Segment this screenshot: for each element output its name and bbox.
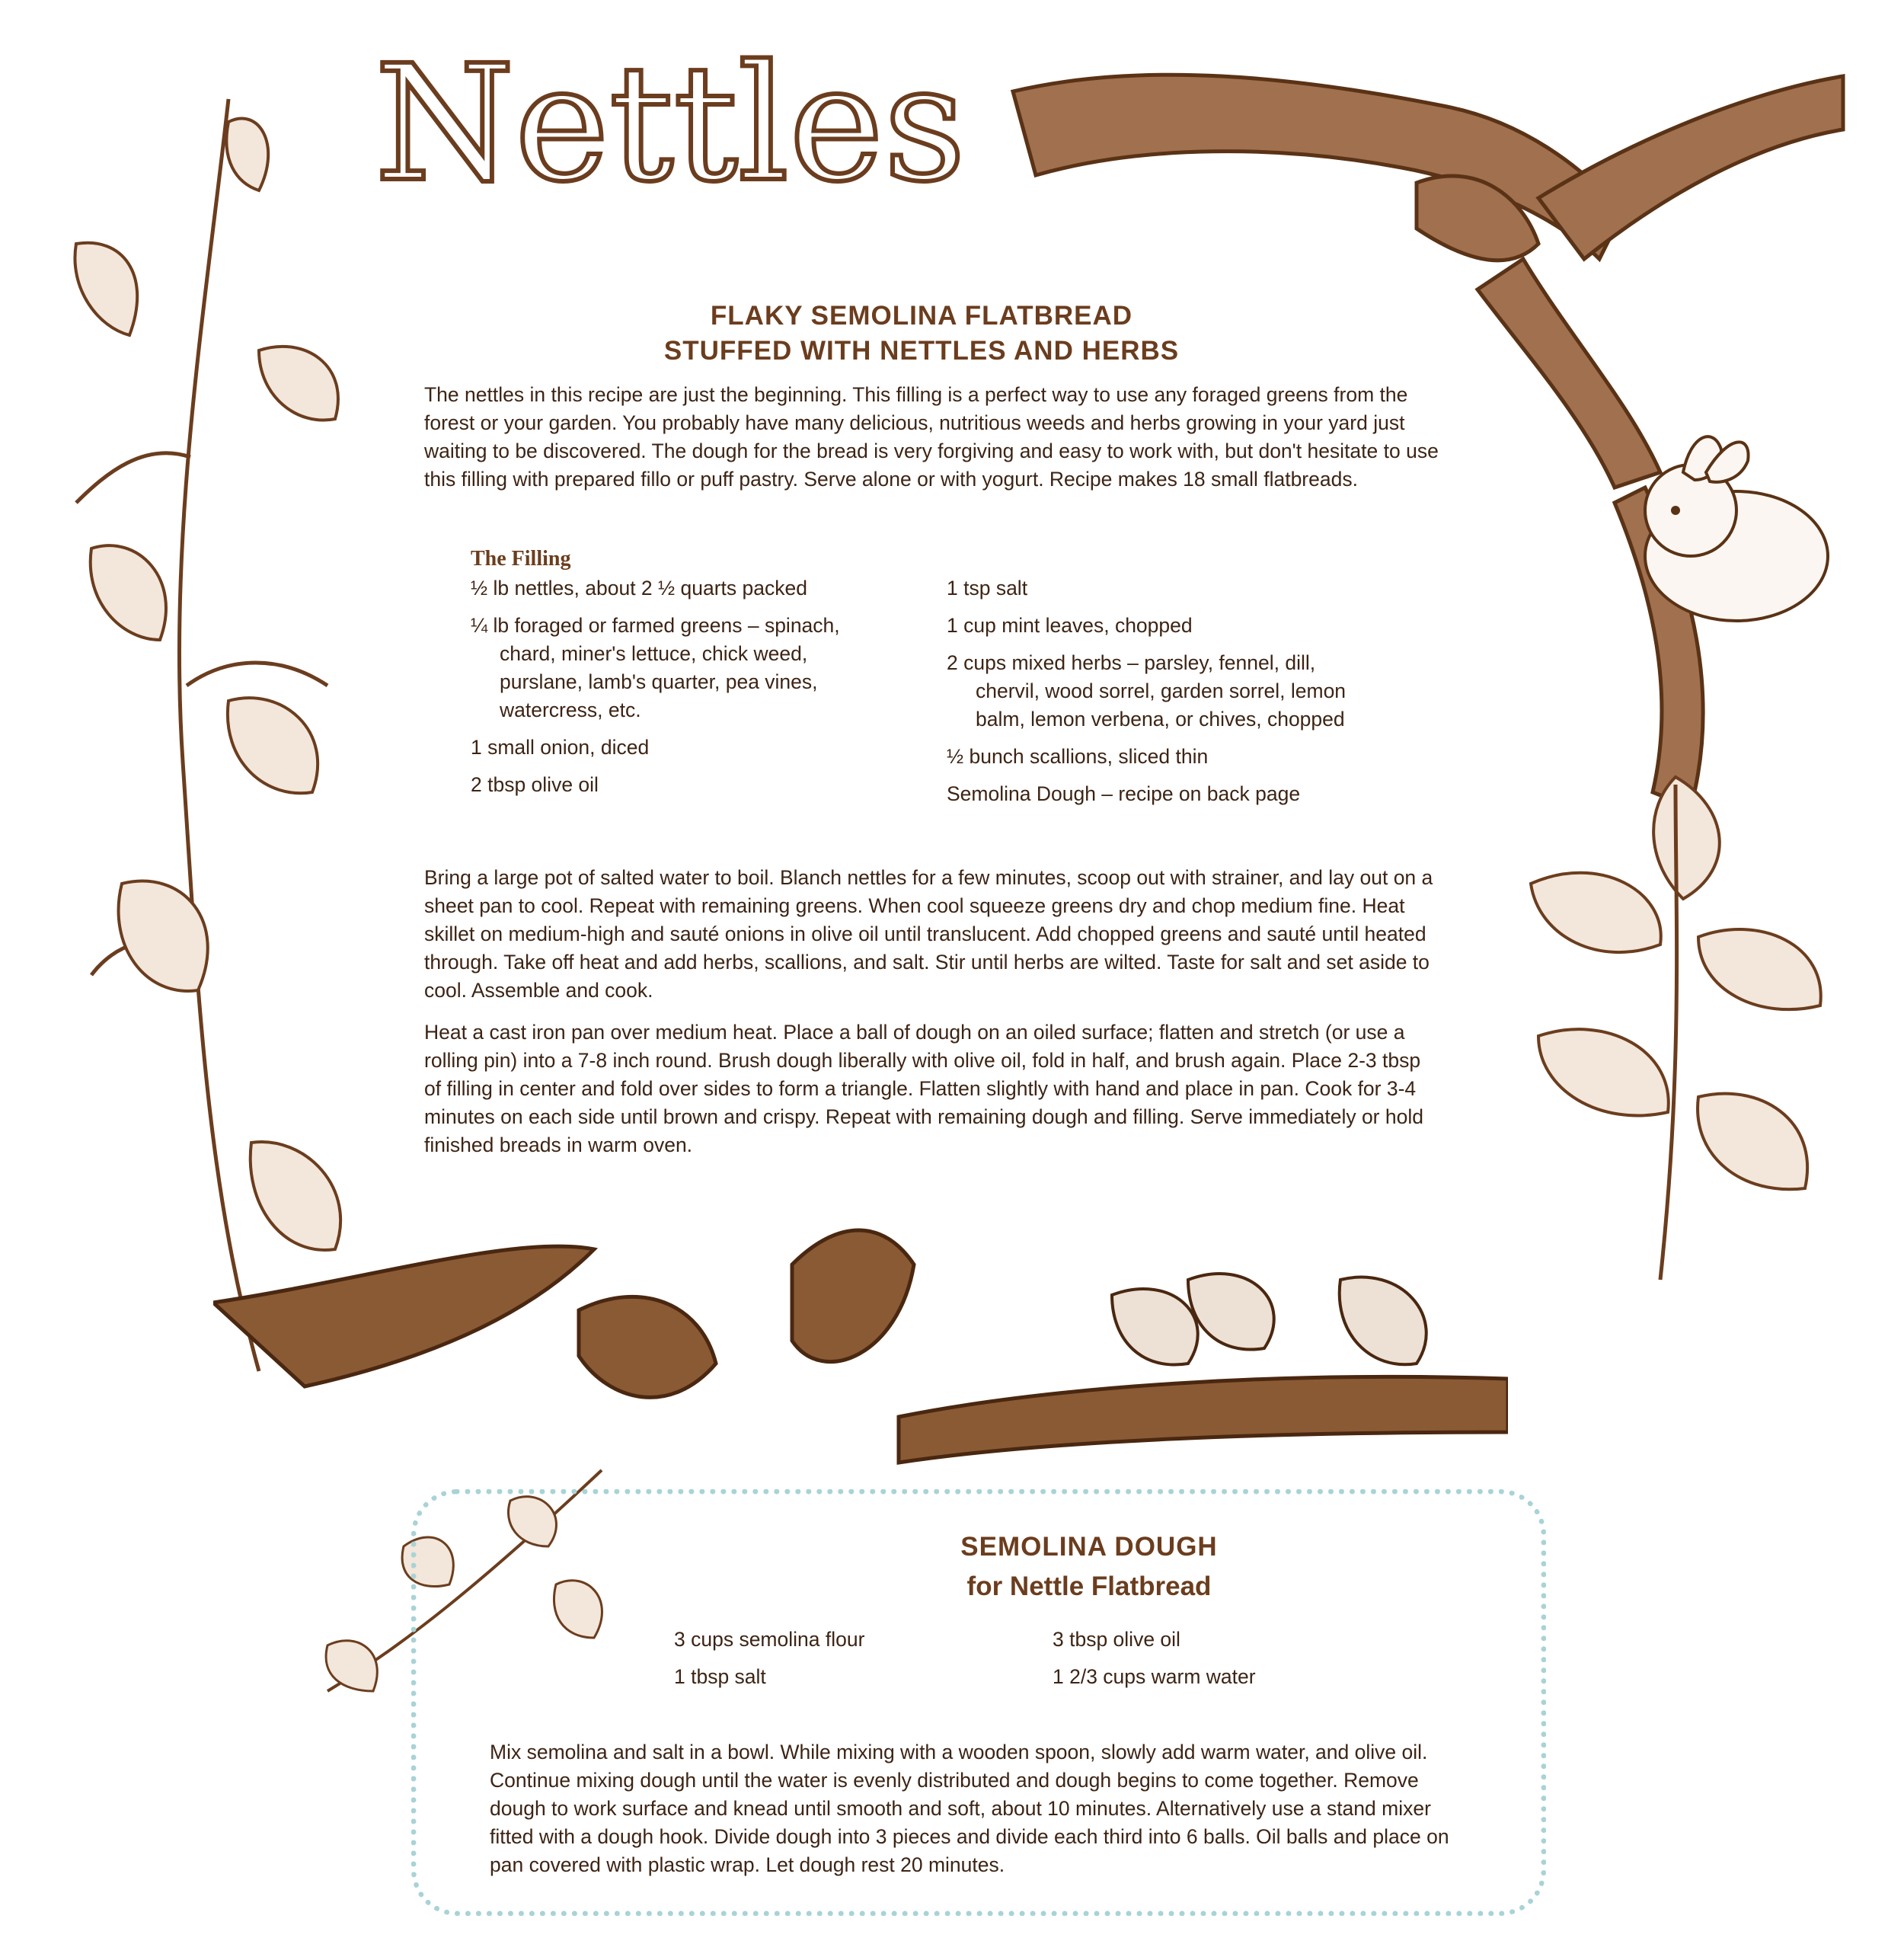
- dough-method: Mix semolina and salt in a bowl. While mixing with a wooden spoon, slowly add warm water, and olive oil. Continue mixing dough until the water is evenly distributed and dough begins to come together. Remove dough to work surface and knead until smooth and soft, about 10 minutes. Alternatively use a stand mixer fitted with a dough hook. Divide dough into 3 pieces and divide each third into 6 balls. Oil balls and place on pan covered with plastic wrap. Let dough rest 20 minutes.: [490, 1741, 1449, 1876]
- mint-sprig-illustration: [1485, 762, 1851, 1295]
- ingredient-item: 3 cups semolina flour: [674, 1628, 865, 1651]
- recipe-title-line2: STUFFED WITH NETTLES AND HERBS: [663, 336, 1180, 366]
- ingredient-item: Semolina Dough – recipe on back page: [947, 782, 1301, 805]
- page-title: [327, 30, 1013, 206]
- dough-ingredients-right: [1053, 1626, 1418, 1700]
- ingredient-item: 1 tbsp salt: [674, 1665, 766, 1688]
- ingredient-item: 1 tsp salt: [947, 577, 1028, 600]
- ingredient-item: ½ bunch scallions, sliced thin: [947, 745, 1209, 768]
- recipe-title: [426, 299, 1417, 369]
- ingredient-item: 3 tbsp olive oil: [1053, 1628, 1180, 1651]
- dough-title-line1: SEMOLINA DOUGH: [960, 1532, 1218, 1562]
- recipe-intro: The nettles in this recipe are just the beginning. This filling is a perfect way to use any foraged greens from the forest or your garden. You probably have many delicious, nutritious weeds and herbs growing in your yard just waiting to be discovered. The dough for the bread is very forgiving and easy to work with, but don't hesitate to use this filling with prepared fillo or puff pastry. Serve alone or with yogurt. Recipe makes 18 small flatbreads.: [424, 383, 1439, 491]
- recipe-title-line1: FLAKY SEMOLINA FLATBREAD: [710, 301, 1133, 331]
- dough-title-line2: for Nettle Flatbread: [966, 1572, 1212, 1601]
- ingredient-item: 1 cup mint leaves, chopped: [947, 614, 1193, 637]
- ingredient-item: 1 2/3 cups warm water: [1053, 1665, 1256, 1688]
- filling-ingredients-left: [471, 574, 912, 808]
- recipe-method-step1: Bring a large pot of salted water to boil. Blanch nettles for a few minutes, scoop out with strainer, and lay out on a sheet pan to cool. Repeat with remaining greens. When cool squeeze greens dry and chop medium fine. Heat skillet on medium-high and sauté onions in olive oil until translucent. Add chopped greens and sauté until heated through. Take off heat and add herbs, scallions, and salt. Stir until herbs are wilted. Taste for salt and set aside to cool. Assemble and cook.: [424, 866, 1433, 1002]
- dough-ingredients-left: [674, 1626, 1040, 1700]
- filling-ingredients-right: [947, 574, 1388, 817]
- ingredient-item: ¼ lb foraged or farmed greens – spinach, chard, miner's lettuce, chick weed, purslane, lamb's quarter, pea vines, watercress, etc.: [471, 614, 840, 721]
- recipe-method-step2: Heat a cast iron pan over medium heat. Place a ball of dough on an oiled surface; flatten and stretch (or use a rolling pin) into a 7-8 inch round. Brush dough liberally with olive oil, fold in half, and brush again. Place 2-3 tbsp of filling in center and fold over sides to form a triangle. Flatten slightly with hand and place in pan. Cook for 3-4 minutes on each side until brown and crispy. Repeat with remaining dough and filling. Serve immediately or hold finished breads in warm oven.: [424, 1021, 1423, 1156]
- filling-heading: The Filling: [471, 547, 571, 571]
- ingredient-item: 2 cups mixed herbs – parsley, fennel, dill, chervil, wood sorrel, garden sorrel, lemon balm, lemon verbena, or chives, chopped: [947, 651, 1347, 731]
- rabbit-illustration: [1622, 427, 1835, 632]
- ingredient-item: 2 tbsp olive oil: [471, 773, 599, 796]
- ingredient-item: 1 small onion, diced: [471, 736, 650, 759]
- page-title-text: Nettles: [374, 30, 966, 206]
- dough-title: [670, 1527, 1508, 1607]
- ingredient-item: ½ lb nettles, about 2 ½ quarts packed: [471, 577, 807, 600]
